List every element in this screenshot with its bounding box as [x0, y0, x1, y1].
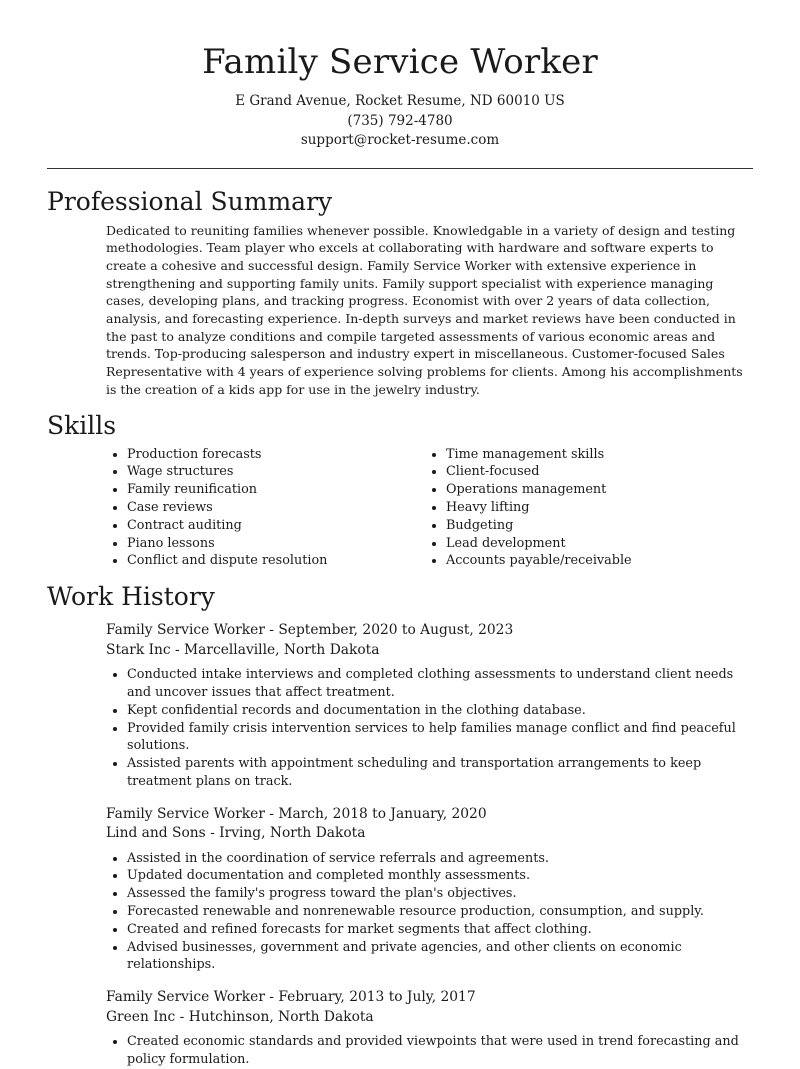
job-bullets — [106, 850, 752, 975]
job-company-location: Stark Inc - Marcellaville, North Dakota — [106, 641, 380, 658]
job-bullet: • Forecasted renewable and nonrenewable resource production, consumption, and supply. — [127, 903, 752, 921]
job-bullets — [106, 666, 752, 791]
job-bullet: • Provided family crisis intervention services to help families manage conflict and find peaceful solutions. — [127, 720, 752, 756]
summary-heading: Professional Summary — [47, 186, 333, 216]
skill-item: • Contract auditing — [127, 517, 425, 535]
skill-item: • Wage structures — [127, 463, 425, 481]
header-divider — [47, 168, 753, 169]
contact-phone: (735) 792-4780 — [347, 112, 453, 129]
resume-header — [0, 0, 800, 151]
skills-heading: Skills — [47, 410, 117, 440]
job-bullet: • Kept confidential records and documentation in the clothing database. — [127, 702, 752, 720]
summary-text: Dedicated to reuniting families whenever possible. Knowledgable in a variety of design and testing methodologies. Team player who excels at collaborating with hardware and software experts to create a cohesive and successful design. Family Service Worker with extensive experience in strengthening and supporting family units. Family support specialist with experience managing cases, developing plans, and tracking progress. Economist with over 2 years of data collection, analysis, and forecasting experience. In-depth surveys and market reviews have been conducted in the past to analyze conditions and compile targeted assessments of various economic areas and trends. Top-producing salesperson and industry expert in miscellaneous. Customer-focused Sales Representative with 4 years of experience solving problems for clients. Among his accomplishments is the creation of a kids app for use in the jewelry industry. — [106, 222, 743, 397]
job-entry — [106, 805, 752, 975]
skill-item: • Accounts payable/receivable — [446, 552, 744, 570]
skill-item: • Operations management — [446, 481, 744, 499]
job-bullet: • Advised businesses, government and private agencies, and other clients on economic relationships. — [127, 939, 752, 975]
job-bullet: • Assessed the family's progress toward the plan's objectives. — [127, 885, 752, 903]
job-bullet: • Assisted parents with appointment scheduling and transportation arrangements to keep treatment plans on track. — [127, 755, 752, 791]
skill-item: • Production forecasts — [127, 446, 425, 464]
skill-item: • Heavy lifting — [446, 499, 744, 517]
job-entry — [106, 988, 752, 1069]
contact-block — [0, 92, 800, 151]
skills-column-right — [425, 446, 744, 571]
job-title-dates: Family Service Worker - February, 2013 to July, 2017 — [106, 989, 476, 1006]
skill-item: • Case reviews — [127, 499, 425, 517]
job-title-dates: Family Service Worker - March, 2018 to January, 2020 — [106, 805, 487, 822]
skill-item: • Client-focused — [446, 463, 744, 481]
skill-item: • Family reunification — [127, 481, 425, 499]
contact-address: E Grand Avenue, Rocket Resume, ND 60010 US — [235, 93, 565, 109]
work-history-heading: Work History — [47, 582, 215, 612]
job-bullets — [106, 1033, 752, 1069]
job-company-location: Lind and Sons - Irving, North Dakota — [106, 825, 366, 842]
job-bullet: • Created economic standards and provided viewpoints that were used in trend forecasting and policy formulation. — [127, 1033, 752, 1069]
job-bullet: • Created and refined forecasts for market segments that affect clothing. — [127, 921, 752, 939]
skill-item: • Budgeting — [446, 517, 744, 535]
skills-column-left — [106, 446, 425, 571]
skill-item: • Time management skills — [446, 446, 744, 464]
job-company-location: Green Inc - Hutchinson, North Dakota — [106, 1008, 374, 1025]
job-bullet: • Assisted in the coordination of service referrals and agreements. — [127, 850, 752, 868]
skill-item: • Conflict and dispute resolution — [127, 552, 425, 570]
job-entry — [106, 621, 752, 791]
skill-item: • Lead development — [446, 535, 744, 553]
job-title-dates: Family Service Worker - September, 2020 to August, 2023 — [106, 622, 514, 639]
skills-list — [106, 446, 800, 571]
job-bullet: • Conducted intake interviews and completed clothing assessments to understand client needs and uncover issues that affect treatment. — [127, 666, 752, 702]
skill-item: • Piano lessons — [127, 535, 425, 553]
contact-email: support@rocket-resume.com — [300, 132, 500, 148]
candidate-name: Family Service Worker — [202, 42, 598, 82]
job-bullet: • Updated documentation and completed monthly assessments. — [127, 867, 752, 885]
